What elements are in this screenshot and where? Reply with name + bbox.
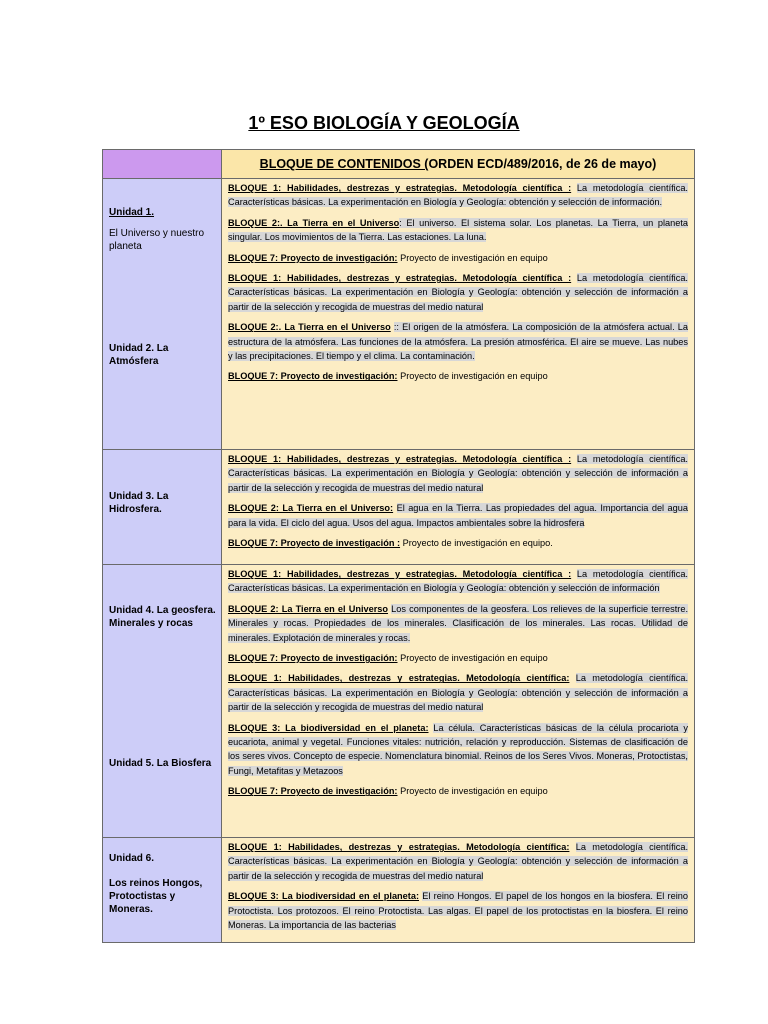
block-text: La célula. Características básicas de la célula procariota y eucariota, animal y vegetal. Funciones vitales: nutrición, relación y reproducción. Sistemas de clasificación de los seres vivos. Concepto de especie. Nomenclatura binomial. Reinos de los Seres Vivos. Moneras, Protoctistas, Fungi, Metafitas y Metazoos: [228, 722, 688, 776]
table-row: [103, 179, 695, 450]
unit-title: Unidad 6.: [109, 853, 155, 864]
block-label: BLOQUE 7: Proyecto de investigación:: [228, 786, 398, 797]
block-text: Proyecto de investigación en equipo: [400, 371, 548, 382]
block-text: La metodología científica. Características básicas. La experimentación en Biología y Geología: obtención y selección de información a partir de la selección y recogida de muestras del medio natural: [228, 842, 688, 881]
block-item: [228, 651, 688, 665]
block-label: BLOQUE 2: La Tierra en el Universo:: [228, 503, 394, 514]
block-text: Proyecto de investigación en equipo: [400, 252, 548, 263]
block-label: BLOQUE 2:. La Tierra en el Universo: [228, 322, 391, 333]
header-prefix: BLOQUE DE CONTENIDOS (: [259, 157, 429, 171]
block-label: BLOQUE 1: Habilidades, destrezas y estrategias. Metodología científica:: [228, 673, 570, 684]
table-row: [103, 450, 695, 565]
block-label: BLOQUE 2:. La Tierra en el Universo: [228, 217, 400, 228]
unit-label: Unidad 2. La Atmósfera: [109, 343, 169, 367]
unit-label: Unidad 3. La Hidrosfera.: [109, 491, 169, 515]
block-text: Proyecto de investigación en equipo: [400, 653, 548, 664]
block-text: La metodología científica. Características básicas. La experimentación en Biología y Geología: obtención y selección de información: [228, 569, 688, 594]
block-item: [228, 216, 688, 245]
unit-label: Unidad 5. La Biosfera: [109, 758, 212, 769]
block-label: BLOQUE 2: La Tierra en el Universo: [228, 603, 389, 614]
content-cell: [222, 179, 695, 450]
block-item: [228, 567, 688, 596]
unit-subtitle: El Universo y nuestro planeta: [109, 228, 205, 252]
block-item: [228, 671, 688, 714]
block-item: [228, 721, 688, 779]
block-text: El reino Hongos. El papel de los hongos en la biosfera. El reino Protoctista. Los protozoos. El reino Protoctista. Las algas. El papel de los protoctistas en la biosfera. El reino Moneras. La importancia de las bacterias: [228, 891, 688, 931]
block-label: BLOQUE 1: Habilidades, destrezas y estrategias. Metodología científica :: [228, 183, 572, 193]
table-row: [103, 565, 695, 838]
block-label: BLOQUE 3: La biodiversidad en el planeta:: [228, 891, 420, 902]
block-item: [228, 452, 688, 495]
block-item: [228, 271, 688, 314]
block-text: La metodología científica. Características básicas. La experimentación en Biología y Geología: obtención y selección de información a partir de la selección y recogida de muestras del medio natural: [228, 454, 688, 493]
block-text: Proyecto de investigación en equipo.: [402, 538, 553, 549]
unit-title: Unidad 1.: [109, 207, 155, 218]
unit-cell: [103, 450, 222, 565]
block-label: BLOQUE 7: Proyecto de investigación :: [228, 538, 401, 549]
block-item: [228, 889, 688, 932]
block-label: BLOQUE 1: Habilidades, destrezas y estrategias. Metodología científica :: [228, 454, 572, 464]
block-text: El agua en la Tierra. Las propiedades del agua. Importancia del agua para la vida. El ciclo del agua. Usos del agua. Impactos ambientales sobre la hidrosfera: [228, 503, 688, 528]
unit-label: Unidad 4. La geosfera. Minerales y rocas: [109, 605, 216, 629]
block-text: : El universo. El sistema solar. Los planetas. La Tierra, un planeta singular. Los movimientos de la Tierra. Las estaciones. La luna.: [228, 217, 688, 243]
header-rest: ORDEN ECD/489/2016, de 26 de mayo): [428, 157, 657, 171]
content-cell: [222, 565, 695, 838]
block-label: BLOQUE 3: La biodiversidad en el planeta:: [228, 722, 429, 733]
block-label: BLOQUE 1: Habilidades, destrezas y estrategias. Metodología científica :: [228, 569, 572, 579]
contents-table: [102, 149, 695, 943]
block-item: [228, 369, 688, 383]
block-item: [228, 784, 688, 798]
block-item: [228, 181, 688, 210]
block-label: BLOQUE 7: Proyecto de investigación:: [228, 653, 398, 664]
unit-subtitle: Los reinos Hongos, Protoctistas y Moneras.: [109, 878, 203, 915]
document-title: 1º ESO BIOLOGÍA Y GEOLOGÍA: [248, 113, 520, 133]
header-cell: [222, 150, 695, 179]
content-cell: [222, 450, 695, 565]
header-empty-cell: [103, 150, 222, 179]
block-label: BLOQUE 7: Proyecto de investigación:: [228, 252, 398, 263]
unit-cell: [103, 565, 222, 838]
block-text: La metodología científica. Características básicas. La experimentación en Biología y Geología: obtención y selección de información a partir de la selección y recogida de muestras del medio natural: [228, 673, 688, 713]
block-label: BLOQUE 1: Habilidades, destrezas y estrategias. Metodología científica :: [228, 273, 572, 284]
table-header-row: [103, 150, 695, 179]
block-item: [228, 840, 688, 883]
block-text: La metodología científica. Características básicas. La experimentación en Biología y Geología: obtención y selección de información.: [228, 183, 688, 208]
block-label: BLOQUE 7: Proyecto de investigación:: [228, 371, 398, 382]
block-item: [228, 501, 688, 530]
block-item: [228, 320, 688, 363]
block-item: [228, 251, 688, 265]
block-text: Los componentes de la geosfera. Los relieves de la superficie terrestre. Minerales y rocas. Propiedades de los minerales. Clasificación de los minerales. Las rocas. Utilidad de minerales. Explotación de minerales y rocas.: [228, 603, 689, 643]
block-text: :: El origen de la atmósfera. La composición de la atmósfera actual. La estructura de la atmósfera. Las funciones de la atmósfera. La presión atmosférica. El aire se mueve. Las nubes y las precipitaciones. El tiempo y el clima. La contaminación.: [228, 322, 688, 362]
unit-cell: [103, 838, 222, 943]
block-item: [228, 602, 688, 645]
unit-cell: [103, 179, 222, 450]
content-cell: [222, 838, 695, 943]
unit-label: [109, 206, 217, 253]
table-row: [103, 838, 695, 943]
unit-label: [109, 852, 217, 916]
block-text: Proyecto de investigación en equipo: [400, 786, 548, 797]
block-label: BLOQUE 1: Habilidades, destrezas y estrategias. Metodología científica:: [228, 842, 570, 852]
block-text: La metodología científica. Características básicas. La experimentación en Biología y Geología: obtención y selección de información a partir de la selección y recogida de muestras del medio natural: [228, 273, 688, 312]
block-item: [228, 536, 688, 550]
